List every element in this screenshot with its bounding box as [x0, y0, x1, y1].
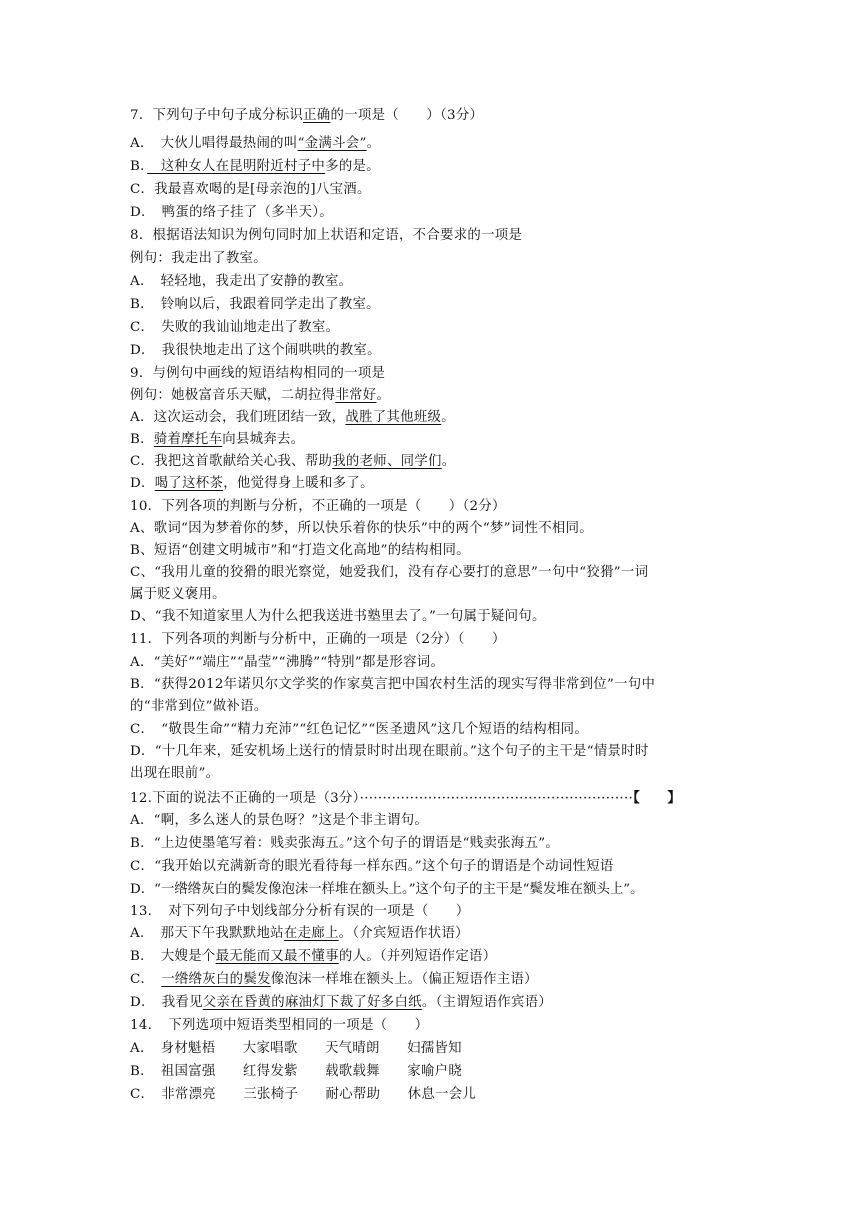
- q11-option-a: A．“美好”“端庄”“晶莹”“沸腾”“特别”都是形容词。: [130, 655, 445, 670]
- q12-option-b: B．“上边使墨笔写着：贱卖张海五。”这个句子的谓语是“贱卖张海五”。: [130, 836, 560, 851]
- q9-option-c: C．我把这首歌献给关心我、帮助我的老师、同学们。: [130, 454, 456, 469]
- q11-option-b-line2: 的“非常到位”做补语。: [130, 699, 268, 714]
- q9-option-d: D．喝了这杯茶，他觉得身上暖和多了。: [130, 476, 374, 491]
- q12-option-d: D．“一绺绺灰白的鬓发像泡沫一样堆在额头上。”这个句子的主干是“鬓发堆在额头上”。: [130, 882, 644, 897]
- q13-option-a: A． 那天下午我默默地站在走廊上。（介宾短语作状语）: [130, 926, 469, 941]
- q8-option-c: C． 失败的我讪讪地走出了教室。: [130, 320, 340, 335]
- q8-option-b: B． 铃响以后，我跟着同学走出了教室。: [130, 297, 380, 312]
- answer-bracket: 【 】: [633, 790, 682, 806]
- q11-option-d-line1: D．“十几年来，延安机场上送行的情景时时出现在眼前。”这个句子的主干是“情景时时: [130, 744, 649, 759]
- q9-example: 例句：她极富音乐天赋，二胡拉得非常好。: [130, 388, 391, 403]
- q7-option-c: C．我最喜欢喝的是[母亲泡的]八宝酒。: [130, 182, 371, 197]
- q10-option-d: D、“我不知道家里人为什么把我送进书塾里去了。”一句属于疑问句。: [130, 609, 546, 624]
- q7-option-a: A． 大伙儿唱得最热闹的叫“金满斗会”。: [130, 136, 381, 151]
- q8-option-a: A． 轻轻地，我走出了安静的教室。: [130, 274, 353, 289]
- q7-option-d: D． 鸭蛋的络子挂了（多半天）。: [130, 205, 333, 220]
- q14-stem: 14． 下列选项中短语类型相同的一项是（ ）: [130, 1018, 429, 1033]
- q13-option-c: C． 一绺绺灰白的鬓发像泡沫一样堆在额头上。（偏正短语作主语）: [130, 972, 538, 987]
- q11-option-d-line2: 出现在眼前”。: [130, 766, 220, 781]
- q8-example: 例句：我走出了教室。: [130, 251, 267, 266]
- q9-option-a: A．这次运动会，我们班团结一致，战胜了其他班级。: [130, 410, 455, 425]
- q10-option-a: A、歌词“因为梦着你的梦，所以快乐着你的快乐”中的两个“梦”词性不相同。: [130, 521, 593, 536]
- q10-stem: 10．下列各项的判断与分析，不正确的一项是（ ）（2分）: [130, 499, 506, 514]
- q9-stem: 9．与例句中画线的短语结构相同的一项是: [130, 366, 386, 381]
- q14-option-c: C． 非常漂亮 三张椅子 耐心帮助 休息一会儿: [130, 1087, 477, 1102]
- q13-option-d: D． 我看见父亲在昏黄的麻油灯下裁了好多白纸。（主谓短语作宾语）: [130, 995, 553, 1010]
- q12-stem: 12.下面的说法不正确的一项是（3分）····························································【 】: [130, 790, 682, 806]
- q14-option-b: B． 祖国富强 红得发紫 载歌载舞 家喻户晓: [130, 1064, 463, 1079]
- q14-option-a: A． 身材魁梧 大家唱歌 天气晴朗 妇孺皆知: [130, 1041, 462, 1056]
- q8-option-d: D． 我很快地走出了这个闹哄哄的教室。: [130, 343, 381, 358]
- q11-option-b-line1: B．“获得2012年诺贝尔文学奖的作家莫言把中国农村生活的现实写得非常到位”一句中: [130, 677, 656, 692]
- q13-stem: 13． 对下列句子中划线部分分析有误的一项是（ ）: [130, 904, 470, 919]
- q9-option-b: B．骑着摩托车向县城奔去。: [130, 432, 305, 447]
- q11-option-c: C． “敬畏生命”“精力充沛”“红色记忆”“医圣遗风”这几个短语的结构相同。: [130, 722, 589, 737]
- q11-stem: 11．下列各项的判断与分析中，正确的一项是（2分）（ ）: [130, 632, 506, 647]
- q12-option-c: C．“我开始以充满新奇的眼光看待每一样东西。”这个句子的谓语是个动词性短语: [130, 859, 614, 874]
- q8-stem: 8．根据语法知识为例句同时加上状语和定语，不合要求的一项是: [130, 228, 523, 243]
- q10-option-c-line1: C、“我用儿童的狡猾的眼光察觉，她爱我们，没有存心要打的意思”一句中“狡猾”一词: [130, 565, 649, 580]
- q7-stem: 7．下列句子中句子成分标识正确的一项是（ ）（3分）: [130, 108, 484, 123]
- q7-option-b: B． 这种女人在昆明附近村子中多的是。: [130, 159, 380, 174]
- q10-option-b: B、短语“创建文明城市”和“打造文化高地”的结构相同。: [130, 543, 470, 558]
- q10-option-c-line2: 属于贬义褒用。: [130, 587, 226, 602]
- q12-option-a: A．“啊，多么迷人的景色呀？”这是个非主谓句。: [130, 813, 429, 828]
- q13-option-b: B． 大嫂是个最无能而又最不懂事的人。（并列短语作定语）: [130, 949, 497, 964]
